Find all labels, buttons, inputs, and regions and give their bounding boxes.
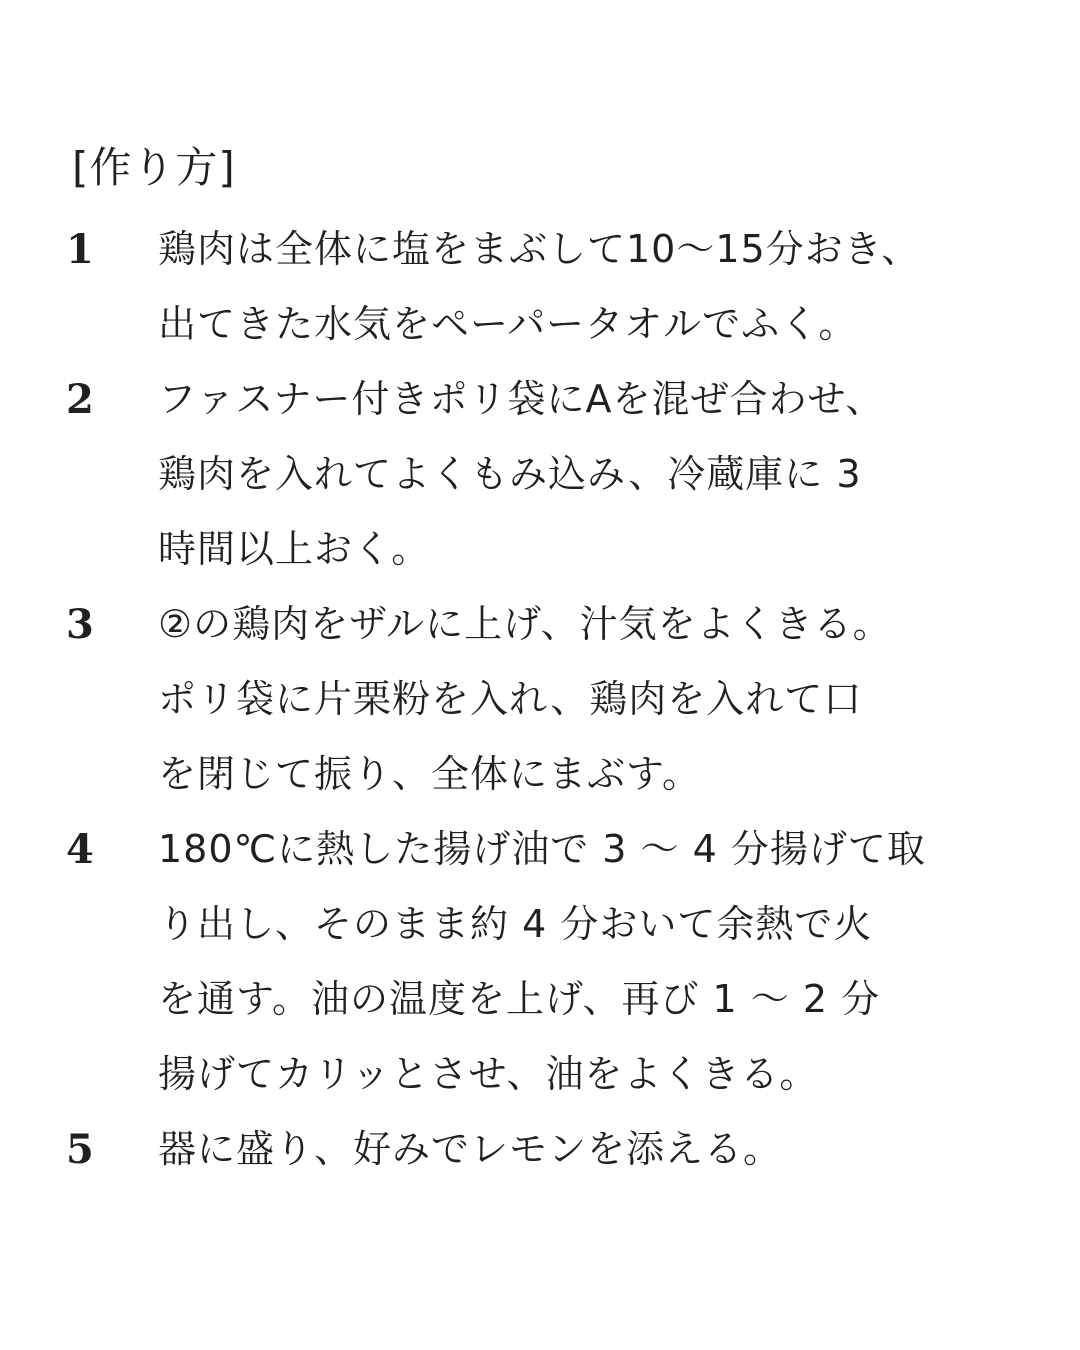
step-text bbox=[158, 362, 998, 587]
step-5 bbox=[0, 1112, 1080, 1187]
step-3 bbox=[0, 587, 1080, 812]
step-number: 3 bbox=[66, 601, 94, 648]
steps-list bbox=[0, 212, 1080, 1187]
step-line: 器に盛り、好みでレモンを添える。 bbox=[158, 1127, 783, 1171]
step-line: ②の鶏肉をザルに上げ、汁気をよくきる。 bbox=[158, 602, 892, 646]
step-line: り出し、そのまま約 4 分おいて余熱で火 bbox=[158, 902, 873, 946]
step-number: 4 bbox=[66, 826, 94, 873]
step-line: 時間以上おく。 bbox=[158, 527, 431, 571]
step-line: 鶏肉は全体に塩をまぶして10〜15分おき、 bbox=[158, 227, 921, 271]
step-text bbox=[158, 1112, 998, 1187]
step-line: 出てきた水気をペーパータオルでふく。 bbox=[158, 302, 858, 346]
step-2 bbox=[0, 362, 1080, 587]
step-1 bbox=[0, 212, 1080, 362]
section-heading: [作り方] bbox=[72, 143, 236, 192]
step-text bbox=[158, 812, 998, 1112]
step-line: ポリ袋に片栗粉を入れ、鶏肉を入れて口 bbox=[158, 677, 863, 721]
step-text bbox=[158, 212, 998, 362]
step-4 bbox=[0, 812, 1080, 1112]
step-line: 鶏肉を入れてよくもみ込み、冷蔵庫に 3 bbox=[158, 452, 862, 496]
step-line: を閉じて振り、全体にまぶす。 bbox=[158, 752, 701, 796]
step-number: 5 bbox=[66, 1126, 94, 1173]
step-line: を通す。油の温度を上げ、再び 1 〜 2 分 bbox=[158, 977, 881, 1021]
step-number: 2 bbox=[66, 376, 94, 423]
step-line: ファスナー付きポリ袋にAを混ぜ合わせ、 bbox=[158, 377, 885, 421]
step-text bbox=[158, 587, 998, 812]
step-line: 揚げてカリッとさせ、油をよくきる。 bbox=[158, 1052, 819, 1096]
step-number: 1 bbox=[66, 226, 94, 273]
step-line: 180℃に熱した揚げ油で 3 〜 4 分揚げて取 bbox=[158, 827, 926, 871]
